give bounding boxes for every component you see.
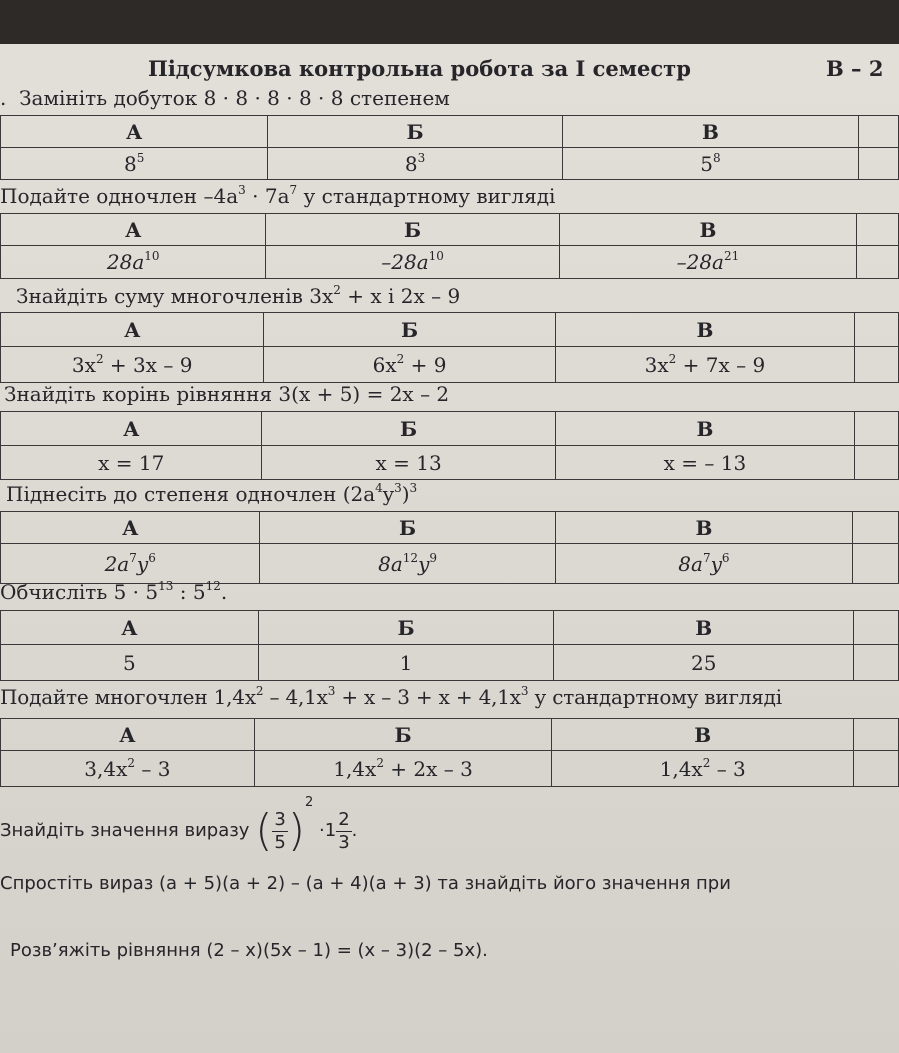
answer-b: $8^3$ — [268, 148, 562, 180]
question-5: Піднесіть до степеня одночлен $(2a^4y^3)^3$ — [6, 481, 418, 506]
question-7: Подайте многочлен $1,4x^2 - 4,1x^3 + x - 3 + x + 4,1x^3$ у стандартному вигляді — [0, 684, 782, 709]
option-label-v: В — [555, 412, 854, 446]
option-label-a: А — [1, 512, 260, 544]
option-label-v: В — [554, 611, 854, 645]
question-8: Знайдіть значення виразу ( $\frac{3}{5}$ )$^2$ ·1 $\frac{2}{3}$ . — [0, 795, 358, 856]
option-label-a: А — [1, 719, 255, 751]
question-2: Подайте одночлен $-4a^3 \cdot 7a^7$ у стандартному вигляді — [0, 183, 556, 208]
answer-table-4 — [0, 411, 899, 480]
option-label-a: А — [1, 116, 268, 148]
right-paren: ) — [287, 805, 305, 856]
answer-v: $5^8$ — [562, 148, 858, 180]
question-6: Обчисліть $5 \cdot 5^{13}$ : $5^{12}$. — [0, 579, 228, 604]
answer-a: $2a^7y^6$ — [1, 544, 260, 584]
option-label-b: Б — [258, 611, 554, 645]
question-10: Розв’яжіть рівняння (2 – x)(5x – 1) = (x – 3)(2 – 5x). — [10, 940, 488, 961]
answer-table-2 — [0, 213, 899, 279]
answer-v: $8a^7y^6$ — [555, 544, 852, 584]
answer-b: $6x^2 + 9$ — [264, 347, 555, 383]
answer-v: 25 — [554, 645, 854, 681]
question-9: Спростіть вираз (a + 5)(a + 2) – (a + 4)(a + 3) та знайдіть його значення при — [0, 873, 731, 894]
answer-b: $8a^{12}y^9$ — [260, 544, 555, 584]
answer-v: $1,4x^2 - 3$ — [552, 751, 854, 787]
answer-table-7 — [0, 718, 899, 787]
answer-a: $3,4x^2 - 3$ — [1, 751, 255, 787]
option-label-b: Б — [262, 412, 555, 446]
page-title: Підсумкова контрольна робота за І семестр — [148, 56, 691, 81]
answer-b: 1 — [258, 645, 554, 681]
answer-b: $-28a^{10}$ — [266, 246, 559, 279]
option-label-a: А — [1, 214, 266, 246]
answer-a: 5 — [1, 645, 259, 681]
answer-b: $1,4x^2 + 2x - 3$ — [254, 751, 552, 787]
answer-b: x = 13 — [262, 446, 555, 480]
answer-v: $-28a^{21}$ — [559, 246, 856, 279]
answer-v: x = – 13 — [555, 446, 854, 480]
answer-a: $8^5$ — [1, 148, 268, 180]
answer-a: $3x^2 + 3x - 9$ — [1, 347, 264, 383]
option-label-a: А — [1, 611, 259, 645]
option-label-v: В — [552, 719, 854, 751]
option-label-b: Б — [268, 116, 562, 148]
option-label-v: В — [559, 214, 856, 246]
answer-v: $3x^2 + 7x - 9$ — [555, 347, 854, 383]
answer-a: x = 17 — [1, 446, 262, 480]
question-1: . Замініть добуток 8 · 8 · 8 · 8 · 8 степенем — [0, 86, 450, 110]
answer-table-1 — [0, 115, 899, 180]
option-label-b: Б — [266, 214, 559, 246]
answer-table-3 — [0, 312, 899, 383]
option-label-b: Б — [264, 313, 555, 347]
fraction-three-fifths: $\frac{3}{5}$ — [274, 808, 286, 853]
question-3: Знайдіть суму многочленів $3x^2 + x$ і 2x – 9 — [16, 283, 461, 308]
option-label-b: Б — [260, 512, 555, 544]
answer-table-6 — [0, 610, 899, 681]
fraction-two-thirds: $\frac{2}{3}$ — [338, 808, 350, 853]
option-label-a: А — [1, 412, 262, 446]
question-4: Знайдіть корінь рівняння 3(x + 5) = 2x – 2 — [4, 382, 450, 406]
option-label-v: В — [555, 512, 852, 544]
dark-background-strip — [0, 0, 899, 44]
answer-table-5 — [0, 511, 899, 584]
option-label-v: В — [562, 116, 858, 148]
option-label-a: А — [1, 313, 264, 347]
variant-label: В – 2 — [826, 56, 884, 81]
left-paren: ( — [255, 805, 273, 856]
answer-a: $28a^{10}$ — [1, 246, 266, 279]
option-label-b: Б — [254, 719, 552, 751]
option-label-v: В — [555, 313, 854, 347]
